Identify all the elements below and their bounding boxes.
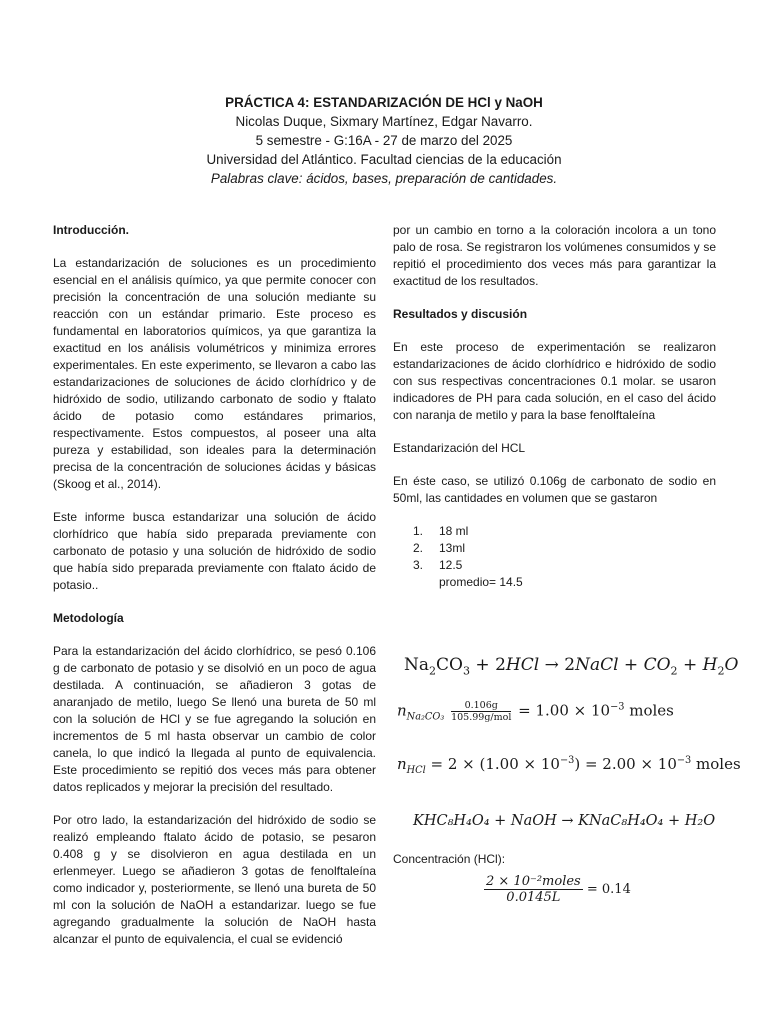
intro-paragraph-2: Este informe busca estandarizar una solución de ácido clorhídrico que había sido preparada previamente con carbonato de potasio y una solución de hidróxido de sodio que había sido preparada previamente con ftalato ácido de potasio.. (53, 510, 376, 592)
left-column (53, 222, 376, 948)
results-heading: Resultados y discusión (393, 307, 528, 321)
method-heading: Metodología (53, 611, 124, 625)
results-paragraph: En este proceso de experimentación se realizaron estandarizaciones de ácido clorhídrico e hidróxido de sodio con sus respectivas concentraciones 0.1 molar. se usaron indicadores de PH para cada solución, en el caso del ácido con naranja de metilo y para la base fenolftaleína (393, 340, 716, 422)
method-paragraph-2: Por otro lado, la estandarización del hidróxido de sodio se realizó empleando ftalato ácido de potasio, se pesaron 0.408 g y se disolvieron en agua destilada en un erlenmeyer. Luego se añadieron 3 gotas de fenolftaleína como indicador y, posteriormente, se llenó una bureta de 50 ml con la solución de NaOH a estandarizar. luego se fue agregando gradualmente la solución de NaOH hasta alcanzar el punto de equivalencia, el cual se evidenció (53, 813, 376, 946)
concentration-label: Concentración (HCl): (393, 852, 506, 866)
intro-heading: Introducción. (53, 223, 129, 237)
list-text: 12.5 (439, 558, 463, 572)
list-item (393, 557, 716, 574)
right-column (393, 222, 716, 591)
volume-list (393, 523, 716, 574)
list-text: 13ml (439, 541, 466, 555)
list-item (393, 523, 716, 540)
university: Universidad del Atlántico. Facultad ciencias de la educación (206, 152, 562, 167)
equation-reaction-hcl: $Na_2CO_3 + 2HCl$ → 2NaCl + $CO_2 + H_2O$ (404, 655, 739, 678)
list-number: 2. (413, 541, 424, 555)
equation-moles-na2co3: $n_{Na_2CO_3}$ $\frac{0.106g}{\text{105.99g/mol}}$ = $1.00 \times 10^{-3}$ moles (397, 700, 674, 723)
paper-header (0, 93, 768, 188)
authors: Nicolas Duque, Sixmary Martínez, Edgar Navarro. (235, 114, 533, 129)
list-text: 18 ml (439, 524, 469, 538)
fraction: $\frac{\text{2 × 10⁻²moles}}{0.0145L}$ (486, 874, 581, 905)
continued-paragraph: por un cambio en torno a la coloración incolora a un tono palo de rosa. Se registraron los volúmenes consumidos y se repitió el procedimiento dos veces más para garantizar la exactitud de los resultados. (393, 223, 716, 288)
semester-info: 5 semestre - G:16A - 27 de marzo del 2025 (255, 133, 513, 148)
list-number: 3. (413, 558, 424, 572)
equation-moles-hcl: $n_{HCl} = 2 \times (1.00 \times 10^{-3}) = 2.00 \times 10^{-3}$ moles (397, 755, 741, 776)
equation-reaction-naoh: KHC₈H₄O₄ + NaOH → KNaC₈H₄O₄ + H₂O (413, 813, 716, 829)
fraction: $\frac{0.106g}{\text{105.99g/mol}}$ (451, 700, 512, 723)
method-paragraph-1: Para la estandarización del ácido clorhídrico, se pesó 0.106 g de carbonato de potasio y se disolvió en un poco de agua destilada. A continuación, se añadieron 3 gotas de anaranjado de metilo, luego Se llenó una bureta de 50 ml con la solución de HCl y se fue agregando la solución en incrementos de 5 ml hasta observar un cambio de color canela, lo que indicó la llegada al punto de equivalencia. Este procedimiento se repitió dos veces más para obtener datos replicados y mejorar la precisión del resultado. (53, 644, 376, 794)
average-value: promedio= 14.5 (439, 575, 523, 589)
hcl-subheading: Estandarización del HCL (393, 441, 526, 455)
list-item (393, 540, 716, 557)
paper-title: PRÁCTICA 4: ESTANDARIZACIÓN DE HCl y NaOH (225, 95, 543, 110)
intro-paragraph-1: La estandarización de soluciones es un procedimiento esencial en el análisis químico, ya que permite conocer con precisión la concentración de una solución mediante su reacción con un estándar primario. Este proceso es fundamental en laboratorios químicos, ya que garantiza la exactitud en los análisis volumétricos y minimiza errores experimentales. En este experimento, se llevaron a cabo las estandarizaciones de soluciones de ácido clorhídrico y de hidróxido de sodio, utilizando carbonato de sodio y ftalato ácido de potasio como estándares primarios, respectivamente. Estos compuestos, al poseer una alta pureza y estabilidad, son ideales para la determinación precisa de la concentración de soluciones ácidas y básicas (Skoog et al., 2014). (53, 256, 376, 491)
equation-concentration: $\frac{\text{2 × 10⁻²moles}}{0.0145L}$ = 0.14 (486, 874, 631, 905)
list-number: 1. (413, 524, 424, 538)
keywords: Palabras clave: ácidos, bases, preparación de cantidades. (210, 171, 558, 186)
hcl-paragraph: En éste caso, se utilizó 0.106g de carbonato de sodio en 50ml, las cantidades en volumen que se gastaron (393, 474, 716, 505)
